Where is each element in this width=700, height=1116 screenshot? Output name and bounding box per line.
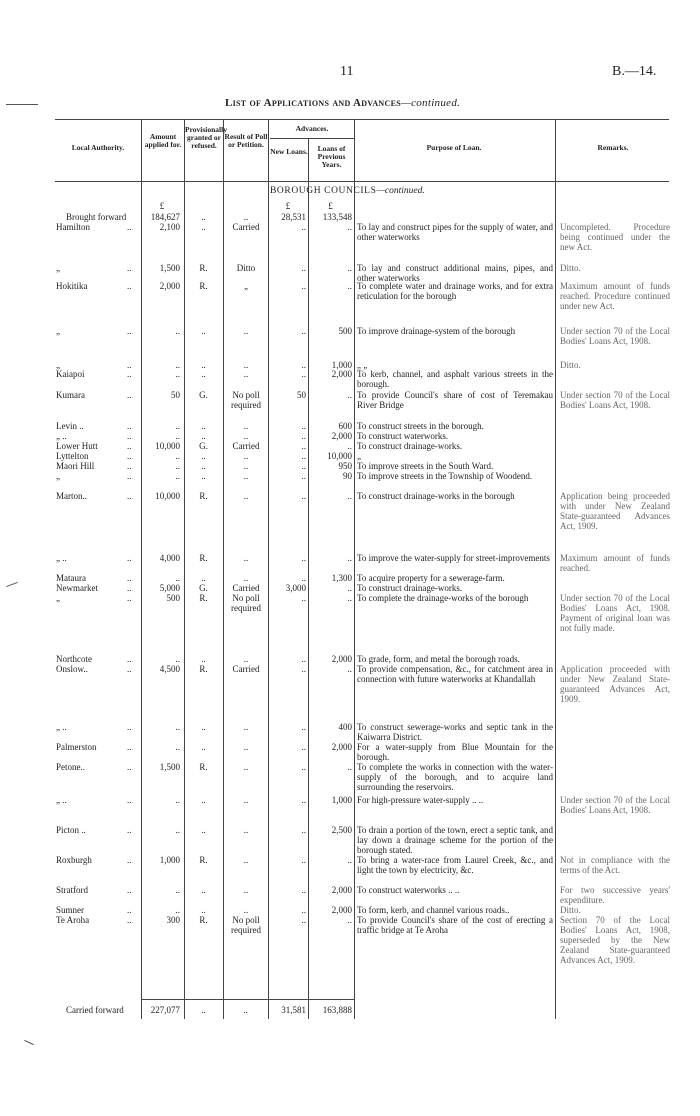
leader-dots: .. xyxy=(127,553,132,563)
granted-cell: .. xyxy=(201,360,206,370)
purpose-cell: To construct drainage-works. xyxy=(357,583,463,593)
purpose-cell: To bring a water-race from Laurel Creek, &c., and light the town by electricity, &c. xyxy=(357,855,553,875)
remarks-cell: Section 70 of the Local Bodies' Loans Act, 1908, superseded by the New Zealand State-guaranteed Advances Act, 1909. xyxy=(560,915,670,965)
purpose-cell: To kerb, channel, and asphalt various streets in the borough. xyxy=(357,369,553,389)
new-loans-cell: .. xyxy=(301,326,306,336)
leader-dots: .. xyxy=(127,795,132,805)
header-bottom-rule xyxy=(55,181,669,182)
result-cell: .. xyxy=(243,461,249,471)
purpose-cell: To provide Council's share of cost of Teremakau River Bridge xyxy=(357,390,553,410)
leader-dots: .. xyxy=(127,369,132,379)
total-rule xyxy=(141,999,355,1000)
col-head-purpose: Purpose of Loan. xyxy=(426,143,482,152)
previous-loans-cell: 10,000 xyxy=(327,451,352,461)
new-loans-cell: .. xyxy=(301,593,306,603)
purpose-cell: To lay and construct pipes for the supply of water, and other waterworks xyxy=(357,222,553,242)
granted-cell: .. xyxy=(201,471,206,481)
authority-cell: Hamilton xyxy=(56,222,90,232)
amount-cell: .. xyxy=(175,326,180,336)
col-head-previous: Loans of Previous Years. xyxy=(317,144,346,169)
remarks-cell: Uncompleted. Procedure being continued under the new Act. xyxy=(560,222,670,252)
authority-cell: „ .. xyxy=(56,795,67,805)
remarks-cell: Maximum amount of funds reached. xyxy=(560,553,670,573)
result-cell: .. xyxy=(243,471,249,481)
purpose-cell: To construct drainage-works in the borough xyxy=(357,491,515,501)
result-cell: .. xyxy=(243,742,249,752)
result-cell: .. xyxy=(243,212,249,222)
col-head-granted: Provisionally granted or refused. xyxy=(185,125,227,150)
result-cell: .. xyxy=(243,421,249,431)
result-cell: .. xyxy=(243,573,249,583)
granted-cell: .. xyxy=(201,742,206,752)
authority-cell: Onslow.. xyxy=(56,664,88,674)
col-head-amount: Amount applied for. xyxy=(144,132,182,149)
purpose-cell: For high-pressure water-supply .. .. xyxy=(357,795,484,805)
leader-dots: .. xyxy=(127,885,132,895)
new-loans-cell: .. xyxy=(301,369,306,379)
authority-cell: Te Aroha xyxy=(56,915,90,925)
result-cell: Carried xyxy=(232,583,260,593)
carried-forward-new: 31,581 xyxy=(281,1005,306,1015)
new-loans-cell: .. xyxy=(301,885,306,895)
section-suffix: —continued. xyxy=(376,186,425,196)
authority-cell: Kaiapoi xyxy=(56,369,85,379)
previous-loans-cell: 2,000 xyxy=(331,905,352,915)
previous-loans-cell: 133,548 xyxy=(322,212,352,222)
purpose-cell: To construct drainage-works. xyxy=(357,441,463,451)
result-cell: Carried xyxy=(232,441,260,451)
previous-loans-cell: .. xyxy=(347,281,352,291)
authority-cell: Lyttelton xyxy=(56,451,89,461)
granted-cell: R. xyxy=(199,762,208,772)
table-top-rule xyxy=(55,119,669,120)
authority-cell: Newmarket xyxy=(56,583,98,593)
amount-cell: 10,000 xyxy=(155,491,180,501)
page-reference: B.—14. xyxy=(612,64,657,79)
authority-cell: Kumara xyxy=(56,390,85,400)
leader-dots: .. xyxy=(127,326,132,336)
amount-cell: 5,000 xyxy=(159,583,180,593)
new-loans-cell: .. xyxy=(301,360,306,370)
authority-cell: Levin .. xyxy=(56,421,84,431)
remarks-cell: Not in compliance with the terms of the Act. xyxy=(560,855,670,875)
previous-loans-cell: 2,000 xyxy=(331,369,352,379)
result-cell: .. xyxy=(243,722,249,732)
purpose-cell: To drain a portion of the town, erect a septic tank, and lay down a drainage scheme for the portion of the borough stated. xyxy=(357,825,553,855)
result-cell: No poll required xyxy=(231,593,261,613)
amount-cell: 1,500 xyxy=(159,263,180,273)
col-head-authority: Local Authority. xyxy=(71,143,125,152)
new-loans-cell: .. xyxy=(301,471,306,481)
authority-cell: Petone.. xyxy=(56,762,85,772)
granted-cell: .. xyxy=(201,722,206,732)
granted-cell: .. xyxy=(201,461,206,471)
previous-loans-cell: .. xyxy=(347,855,352,865)
new-loans-cell: .. xyxy=(301,431,306,441)
result-cell: .. xyxy=(243,762,249,772)
leader-dots: .. xyxy=(127,855,132,865)
new-loans-cell: .. xyxy=(301,263,306,273)
previous-loans-cell: 400 xyxy=(338,722,352,732)
previous-loans-cell: .. xyxy=(347,222,352,232)
leader-dots: .. xyxy=(127,222,132,232)
carried-forward-amount: 227,077 xyxy=(150,1005,180,1015)
authority-cell: Brought forward xyxy=(66,212,127,222)
authority-cell: Marton.. xyxy=(56,491,87,501)
leader-dots: .. xyxy=(127,573,132,583)
purpose-cell: To form, kerb, and channel various roads.. xyxy=(357,905,510,915)
granted-cell: R. xyxy=(199,664,208,674)
leader-dots: .. xyxy=(127,491,132,501)
authority-cell: Hokitika xyxy=(56,281,88,291)
leader-dots: .. xyxy=(127,654,132,664)
amount-cell: 2,000 xyxy=(159,281,180,291)
granted-cell: R. xyxy=(199,915,208,925)
new-loans-cell: .. xyxy=(301,441,306,451)
amount-cell: .. xyxy=(175,471,180,481)
amount-cell: 50 xyxy=(171,390,180,400)
granted-cell: G. xyxy=(199,441,208,451)
purpose-cell: For a water-supply from Blue Mountain for the borough. xyxy=(357,742,553,762)
remarks-cell: Ditto. xyxy=(560,360,581,370)
authority-cell: Stratford xyxy=(56,885,88,895)
authority-cell: „ xyxy=(56,360,60,370)
col-rule xyxy=(555,119,556,1019)
new-loans-cell: .. xyxy=(301,654,306,664)
previous-loans-cell: .. xyxy=(347,441,352,451)
granted-cell: .. xyxy=(201,825,206,835)
previous-loans-cell: 1,000 xyxy=(331,795,352,805)
granted-cell: .. xyxy=(201,885,206,895)
result-cell: „ xyxy=(244,281,248,291)
previous-loans-cell: .. xyxy=(347,553,352,563)
col-head-remarks: Remarks. xyxy=(597,143,629,152)
leader-dots: .. xyxy=(127,664,132,674)
amount-cell: 2,100 xyxy=(159,222,180,232)
amount-cell: .. xyxy=(175,461,180,471)
result-cell: .. xyxy=(243,795,249,805)
leader-dots: .. xyxy=(127,593,132,603)
advances-rule xyxy=(270,138,354,139)
amount-cell: 4,500 xyxy=(159,664,180,674)
currency-mark: £ xyxy=(285,201,291,211)
carried-forward-granted: .. xyxy=(201,1005,206,1015)
amount-cell: .. xyxy=(175,654,180,664)
new-loans-cell: .. xyxy=(301,722,306,732)
granted-cell: .. xyxy=(201,431,206,441)
authority-cell: Picton .. xyxy=(56,825,86,835)
leader-dots: .. xyxy=(127,742,132,752)
granted-cell: .. xyxy=(201,451,206,461)
granted-cell: .. xyxy=(201,326,206,336)
previous-loans-cell: .. xyxy=(347,762,352,772)
purpose-cell: To complete the drainage-works of the borough xyxy=(357,593,529,603)
leader-dots: .. xyxy=(127,431,132,441)
previous-loans-cell: .. xyxy=(347,583,352,593)
granted-cell: R. xyxy=(199,281,208,291)
new-loans-cell: .. xyxy=(301,742,306,752)
previous-loans-cell: 2,500 xyxy=(331,825,352,835)
col-rule xyxy=(268,119,269,1019)
granted-cell: .. xyxy=(201,905,206,915)
new-loans-cell: 3,000 xyxy=(285,583,306,593)
authority-cell: Lower Hutt xyxy=(56,441,98,451)
amount-cell: .. xyxy=(175,722,180,732)
new-loans-cell: .. xyxy=(301,905,306,915)
authority-cell: Roxburgh xyxy=(56,855,92,865)
amount-cell: .. xyxy=(175,431,180,441)
previous-loans-cell: 1,300 xyxy=(331,573,352,583)
granted-cell: .. xyxy=(201,795,206,805)
amount-cell: 500 xyxy=(166,593,180,603)
new-loans-cell: .. xyxy=(301,421,306,431)
purpose-cell: To construct waterworks. xyxy=(357,431,449,441)
authority-cell: „ .. xyxy=(56,722,67,732)
result-cell: .. xyxy=(243,369,249,379)
col-rule xyxy=(354,119,355,1019)
result-cell: No poll required xyxy=(231,915,261,935)
leader-dots: .. xyxy=(127,471,132,481)
new-loans-cell: .. xyxy=(301,553,306,563)
amount-cell: 4,000 xyxy=(159,553,180,563)
granted-cell: G. xyxy=(199,390,208,400)
authority-cell: Sumner xyxy=(56,905,84,915)
purpose-cell: To lay and construct additional mains, pipes, and other waterworks xyxy=(357,263,553,283)
currency-mark: £ xyxy=(328,201,333,211)
result-cell: .. xyxy=(243,825,249,835)
currency-mark: £ xyxy=(159,201,165,211)
leader-dots: .. xyxy=(127,263,132,273)
leader-dots: .. xyxy=(127,441,132,451)
remarks-cell: Under section 70 of the Local Bodies' Loans Act, 1908. xyxy=(560,390,670,410)
new-loans-cell: .. xyxy=(301,795,306,805)
col-rule xyxy=(184,119,185,1019)
purpose-cell: To grade, form, and metal the borough roads. xyxy=(357,654,520,664)
leader-dots: .. xyxy=(127,390,132,400)
col-rule xyxy=(223,119,224,1019)
remarks-cell: Under section 70 of the Local Bodies' Loans Act, 1908. xyxy=(560,795,670,815)
granted-cell: R. xyxy=(199,491,208,501)
leader-dots: .. xyxy=(127,762,132,772)
result-cell: .. xyxy=(243,855,249,865)
purpose-cell: To improve the water-supply for street-improvements xyxy=(357,553,550,563)
purpose-cell: To complete water and drainage works, and for extra reticulation for the borough xyxy=(357,281,553,301)
amount-cell: .. xyxy=(175,451,180,461)
result-cell: .. xyxy=(243,431,249,441)
page-title xyxy=(225,98,460,109)
leader-dots: .. xyxy=(127,281,132,291)
remarks-cell: Under section 70 of the Local Bodies' Loans Act, 1908. xyxy=(560,326,670,346)
granted-cell: R. xyxy=(199,553,208,563)
section-heading xyxy=(270,186,425,196)
granted-cell: G. xyxy=(199,583,208,593)
remarks-cell: Ditto. xyxy=(560,263,581,273)
new-loans-cell: .. xyxy=(301,451,306,461)
leader-dots: .. xyxy=(127,461,132,471)
authority-cell: Palmerston xyxy=(56,742,97,752)
page-number: 11 xyxy=(340,64,354,79)
granted-cell: .. xyxy=(201,212,206,222)
new-loans-cell: .. xyxy=(301,762,306,772)
new-loans-cell: .. xyxy=(301,664,306,674)
result-cell: Carried xyxy=(232,222,260,232)
amount-cell: 184,627 xyxy=(150,212,180,222)
granted-cell: R. xyxy=(199,263,208,273)
amount-cell: 10,000 xyxy=(155,441,180,451)
col-head-new-loans: New Loans. xyxy=(270,147,308,156)
purpose-cell: To provide compensation, &c., for catchment area in connection with future waterworks at Khandallah xyxy=(357,664,553,684)
amount-cell: .. xyxy=(175,573,180,583)
amount-cell: .. xyxy=(175,885,180,895)
purpose-cell: To acquire property for a sewerage-farm. xyxy=(357,573,505,583)
leader-dots: .. xyxy=(127,583,132,593)
previous-loans-cell: 90 xyxy=(343,471,352,481)
purpose-cell: To construct waterworks .. .. xyxy=(357,885,460,895)
result-cell: .. xyxy=(243,360,249,370)
authority-cell: „ .. xyxy=(56,553,67,563)
authority-cell: „ xyxy=(56,593,60,603)
purpose-cell: To complete the works in connection with the water-supply of the borough, and to acquire land surrounding the reservoirs. xyxy=(357,762,553,792)
amount-cell: .. xyxy=(175,421,180,431)
new-loans-cell: .. xyxy=(301,915,306,925)
carried-forward-prev: 163,888 xyxy=(322,1005,352,1015)
authority-cell: „ xyxy=(56,471,60,481)
result-cell: .. xyxy=(243,654,249,664)
purpose-cell: To improve streets in the Township of Woodend. xyxy=(357,471,533,481)
amount-cell: .. xyxy=(175,360,180,370)
leader-dots: .. xyxy=(127,451,132,461)
remarks-cell: For two successive years' expenditure. xyxy=(560,885,670,905)
previous-loans-cell: 2,000 xyxy=(331,654,352,664)
leader-dots: .. xyxy=(127,360,132,370)
authority-cell: Maori Hill xyxy=(56,461,95,471)
previous-loans-cell: .. xyxy=(347,593,352,603)
new-loans-cell: 28,531 xyxy=(281,212,306,222)
result-cell: No poll required xyxy=(231,390,261,410)
new-loans-cell: .. xyxy=(301,222,306,232)
remarks-cell: Under section 70 of the Local Bodies' Loans Act, 1908. Payment of original loan was not fully made. xyxy=(560,593,670,633)
granted-cell: .. xyxy=(201,222,206,232)
remarks-cell: Application proceeded with under New Zealand State-guaranteed Advances Act, 1909. xyxy=(560,664,670,704)
leader-dots: .. xyxy=(127,915,132,925)
granted-cell: .. xyxy=(201,573,206,583)
previous-loans-cell: .. xyxy=(347,664,352,674)
result-cell: .. xyxy=(243,491,249,501)
col-head-advances: Advances. xyxy=(295,124,329,133)
remarks-cell: Application being proceeded with under New Zealand State-guaranteed Advances Act, 1909. xyxy=(560,491,670,531)
previous-loans-cell: .. xyxy=(347,915,352,925)
purpose-cell: To improve streets in the South Ward. xyxy=(357,461,494,471)
result-cell: Ditto xyxy=(236,263,256,273)
result-cell: .. xyxy=(243,326,249,336)
remarks-cell: Ditto. xyxy=(560,905,581,915)
new-loans-cell: .. xyxy=(301,855,306,865)
margin-rule xyxy=(6,104,38,105)
leader-dots: .. xyxy=(127,421,132,431)
granted-cell: R. xyxy=(199,593,208,603)
amount-cell: .. xyxy=(175,905,180,915)
previous-loans-cell: 600 xyxy=(338,421,352,431)
amount-cell: 1,000 xyxy=(159,855,180,865)
amount-cell: .. xyxy=(175,825,180,835)
leader-dots: .. xyxy=(127,722,132,732)
previous-loans-cell: 1,000 xyxy=(331,360,352,370)
previous-loans-cell: .. xyxy=(347,390,352,400)
authority-cell: „ .. xyxy=(56,431,67,441)
amount-cell: .. xyxy=(175,369,180,379)
granted-cell: .. xyxy=(201,654,206,664)
amount-cell: 300 xyxy=(166,915,180,925)
remarks-cell: Maximum amount of funds reached. Procedure continued under new Act. xyxy=(560,281,670,311)
granted-cell: .. xyxy=(201,369,206,379)
purpose-cell: „ xyxy=(357,451,361,461)
new-loans-cell: .. xyxy=(301,573,306,583)
margin-mark xyxy=(24,1040,33,1045)
previous-loans-cell: 2,000 xyxy=(331,431,352,441)
previous-loans-cell: .. xyxy=(347,263,352,273)
title-suffix: —continued. xyxy=(400,97,461,109)
purpose-cell: To construct sewerage-works and septic tank in the Kaiwarra District. xyxy=(357,722,553,742)
amount-cell: .. xyxy=(175,742,180,752)
previous-loans-cell: 2,000 xyxy=(331,885,352,895)
col-head-result: Result of Poll or Petition. xyxy=(224,132,268,149)
new-loans-cell: .. xyxy=(301,491,306,501)
previous-loans-cell: 500 xyxy=(338,326,352,336)
authority-cell: Mataura xyxy=(56,573,86,583)
authority-cell: „ xyxy=(56,263,60,273)
purpose-cell: To improve drainage-system of the borough xyxy=(357,326,516,336)
new-loans-cell: .. xyxy=(301,281,306,291)
leader-dots: .. xyxy=(127,905,132,915)
authority-cell: Northcote xyxy=(56,654,92,664)
new-loans-cell: .. xyxy=(301,461,306,471)
purpose-cell: „ „ xyxy=(357,360,368,370)
previous-loans-cell: .. xyxy=(347,491,352,501)
carried-forward-label: Carried forward xyxy=(66,1005,124,1015)
authority-cell: „ xyxy=(56,326,60,336)
carried-forward-result: .. xyxy=(243,1005,248,1015)
granted-cell: .. xyxy=(201,421,206,431)
result-cell: .. xyxy=(243,905,249,915)
section-label: BOROUGH COUNCILS xyxy=(270,186,377,196)
amount-cell: .. xyxy=(175,795,180,805)
col-rule xyxy=(141,119,142,1019)
previous-loans-cell: 2,000 xyxy=(331,742,352,752)
new-loans-cell: .. xyxy=(301,825,306,835)
purpose-cell: To construct streets in the borough. xyxy=(357,421,484,431)
result-cell: Carried xyxy=(232,664,260,674)
result-cell: .. xyxy=(243,885,249,895)
previous-loans-cell: 950 xyxy=(338,461,352,471)
new-loans-cell: 50 xyxy=(297,390,306,400)
title-text: List of Applications and Advances xyxy=(225,97,401,109)
purpose-cell: To provide Council's share of the cost of erecting a traffic bridge at Te Aroha xyxy=(357,915,553,935)
result-cell: .. xyxy=(243,451,249,461)
amount-cell: 1,500 xyxy=(159,762,180,772)
leader-dots: .. xyxy=(127,825,132,835)
margin-mark xyxy=(6,582,18,587)
granted-cell: R. xyxy=(199,855,208,865)
result-cell: .. xyxy=(243,553,249,563)
